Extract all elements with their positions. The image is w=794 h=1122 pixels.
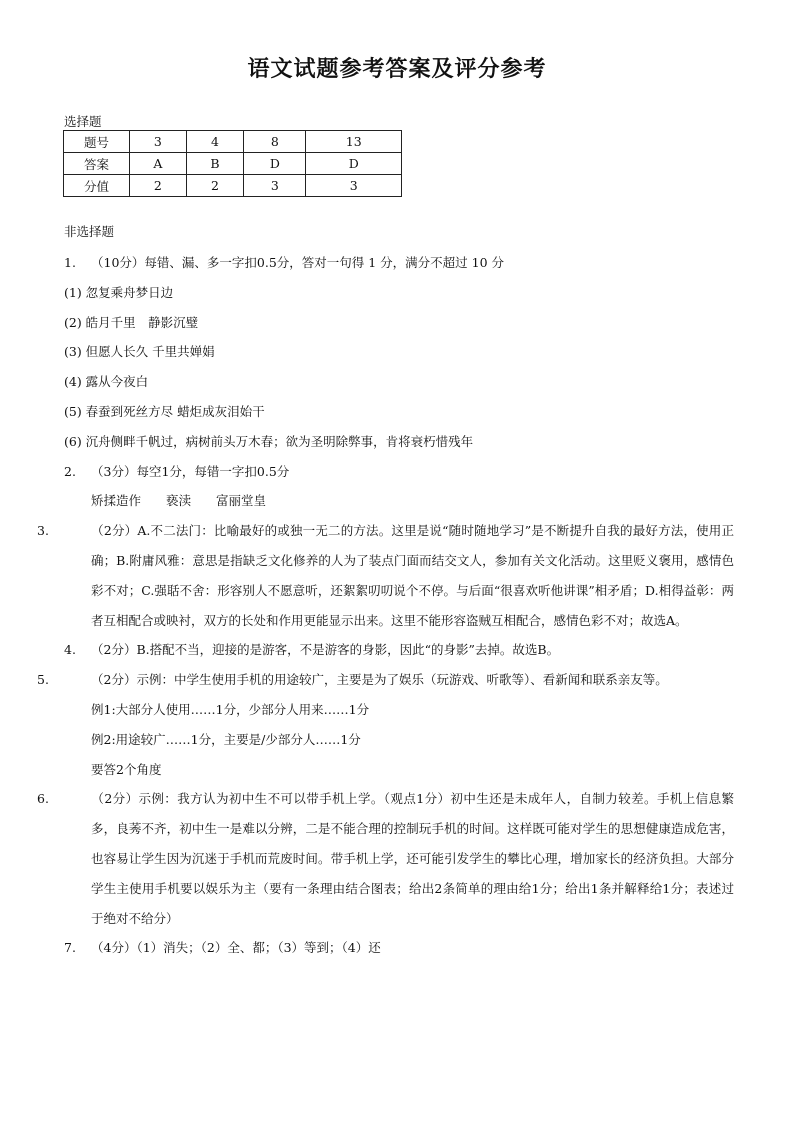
question-6 — [37, 784, 734, 933]
question-text: （4分）（1）消失；（2）全、都；（3）等到；（4）还 — [91, 940, 381, 956]
list-item: (4) 露从今夜白 — [64, 374, 149, 390]
table-cell: 3 — [130, 131, 187, 153]
example-line: 要答2个角度 — [91, 761, 162, 777]
table-row — [64, 175, 402, 197]
question-number: 4. — [64, 642, 76, 658]
example-line: 例2:用途较广……1分，主要是/少部分人……1分 — [91, 731, 361, 747]
table-cell: B — [186, 153, 244, 175]
question-5 — [37, 665, 734, 695]
answers-body — [37, 248, 734, 963]
question-text: （2分）示例：中学生使用手机的用途较广，主要是为了娱乐（玩游戏、听歌等）、看新闻和联系亲友等。 — [91, 672, 668, 688]
list-item: (6) 沉舟侧畔千帆过，病树前头万木春；欲为圣明除弊事，肯将衰朽惜残年 — [64, 433, 474, 449]
question-1 — [64, 248, 734, 278]
row-header: 题号 — [64, 131, 130, 153]
page-title: 语文试题参考答案及评分参考 — [247, 57, 547, 82]
mc-section-label: 选择题 — [64, 114, 102, 129]
question-2 — [64, 457, 734, 487]
table-row — [64, 131, 402, 153]
list-item: (3) 但愿人长久 千里共婵娟 — [64, 344, 215, 360]
answer-table — [63, 130, 402, 197]
question-number: 3. — [37, 523, 49, 539]
question-7 — [64, 933, 734, 963]
question-text: （3分）每空1分，每错一字扣0.5分 — [91, 463, 290, 479]
question-number: 5. — [37, 672, 49, 688]
row-header: 分值 — [64, 175, 130, 197]
list-item: (2) 皓月千里 静影沉璧 — [64, 314, 199, 330]
question-4 — [64, 635, 734, 665]
question-number: 2. — [64, 463, 76, 479]
example-line: 例1:大部分人使用……1分，少部分人用来……1分 — [91, 701, 370, 717]
table-cell: 4 — [186, 131, 244, 153]
question-3 — [37, 516, 734, 635]
question-text: （2分）B.搭配不当，迎接的是游客，不是游客的身影，因此“的身影”去掉。故选B。 — [91, 642, 560, 658]
table-row — [64, 153, 402, 175]
table-cell: 3 — [306, 175, 402, 197]
table-cell: D — [244, 153, 306, 175]
question-text: （10分）每错、漏、多一字扣0.5分，答对一句得 1 分，满分不超过 10 分 — [91, 255, 505, 270]
table-cell: 8 — [244, 131, 306, 153]
table-cell: 2 — [130, 175, 187, 197]
non-mc-section-label: 非选择题 — [64, 224, 115, 239]
table-cell: D — [306, 153, 402, 175]
question-number: 1. — [64, 255, 76, 270]
row-header: 答案 — [64, 153, 130, 175]
table-cell: A — [130, 153, 187, 175]
question-text: （2分）A.不二法门：比喻最好的或独一无二的方法。这里是说“随时随地学习”是不断提升自我的最好方法，使用正确；B.附庸风雅：意思是指缺乏文化修养的人为了装点门面而结交文人，参加有关文化活动。这里贬义褒用，感情色彩不对；C.强聒不舍：形容别人不愿意听，还絮絮叨叨说个不停。与后面“很喜欢听他讲课”相矛盾；D.相得益彰：两者互相配合或映衬，双方的长处和作用更能显示出来。这里不能形容盗贼互相配合，感情色彩不对；故选A。 — [91, 523, 734, 628]
list-item: (1) 忽复乘舟梦日边 — [64, 284, 174, 300]
table-cell: 3 — [244, 175, 306, 197]
question-2-answer: 矫揉造作 亵渎 富丽堂皇 — [91, 493, 267, 509]
table-cell: 13 — [306, 131, 402, 153]
list-item: (5) 春蚕到死丝方尽 蜡炬成灰泪始干 — [64, 403, 265, 419]
question-number: 7. — [64, 940, 76, 956]
table-cell: 2 — [186, 175, 244, 197]
question-number: 6. — [37, 791, 49, 807]
question-text: （2分）示例：我方认为初中生不可以带手机上学。（观点1分）初中生还是未成年人，自制力较差。手机上信息繁多，良莠不齐，初中生一是难以分辨，二是不能合理的控制玩手机的时间。这样既可能对学生的思想健康造成危害，也容易让学生因为沉迷于手机而荒废时间。带手机上学，还可能引发学生的攀比心理，增加家长的经济负担。大部分学生主使用手机要以娱乐为主（要有一条理由结合图表；给出2条简单的理由给1分；给出1条并解释给1分；表述过于绝对不给分） — [91, 791, 734, 926]
